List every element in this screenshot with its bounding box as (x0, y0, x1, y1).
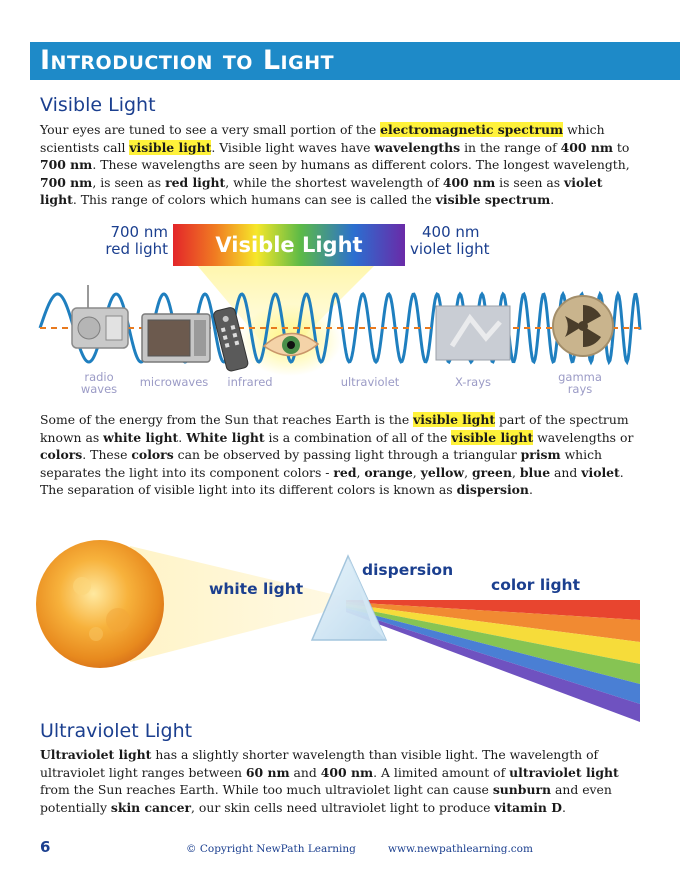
text-run: . This range of colors which humans can see is called the (72, 192, 436, 208)
text-run: , (356, 464, 365, 480)
text-run: . These wavelengths are seen by humans as different colors. The longest wavelength, (92, 157, 630, 173)
bold-term: Ultraviolet light (40, 747, 152, 762)
white-light-label: white light (209, 580, 304, 598)
text-run: in the range of (460, 139, 561, 155)
bold-term: skin cancer (110, 799, 192, 815)
bold-term: orange (364, 464, 413, 480)
text-run: , (464, 464, 472, 480)
ultraviolet-heading: Ultraviolet Light (40, 720, 193, 742)
gamma-rays-label-line2: rays (567, 382, 593, 396)
text-run: . (528, 482, 533, 498)
ultraviolet-paragraph (40, 746, 640, 816)
text-run: and (289, 764, 321, 780)
bold-term: White light (186, 429, 265, 445)
visible-light-bar-label: Visible Light (215, 233, 363, 257)
infrared-label: infrared (227, 375, 273, 389)
text-run: , (511, 464, 520, 480)
text-run: . A limited amount of (373, 764, 510, 780)
microwave-icon (142, 314, 210, 362)
text-run: . Visible light waves have (211, 139, 375, 155)
bold-term: white light (103, 429, 179, 445)
bold-term: yellow (420, 464, 465, 480)
text-run: has a slightly shorter wavelength than visible light. The wavelength of ultraviolet light ranges between (40, 747, 599, 780)
bold-term: colors (40, 447, 83, 463)
highlighted-term: visible light (451, 429, 534, 445)
text-run: can be observed by passing light through a triangular (173, 447, 521, 463)
bold-term: 60 nm (245, 764, 290, 780)
text-run: . (178, 429, 187, 445)
xrays-label: X-rays (454, 375, 492, 389)
bold-term: prism (520, 447, 561, 463)
visible-light-heading: Visible Light (40, 94, 156, 116)
bold-term: wavelengths (374, 139, 461, 155)
highlighted-term: visible light (413, 412, 496, 427)
bold-term: blue (519, 464, 551, 480)
text-run: is seen as (495, 174, 565, 190)
red-wavelength-label: 700 nm (110, 223, 168, 241)
bold-term: violet light (40, 174, 603, 208)
text-run: and (550, 464, 582, 480)
text-run: , while the shortest wavelength of (225, 174, 443, 190)
text-run: , (412, 464, 421, 480)
text-run: is a combination of all of the (264, 429, 452, 445)
radiation-icon (553, 296, 613, 356)
ultraviolet-label: ultraviolet (340, 375, 400, 389)
dispersion-label: dispersion (362, 561, 454, 579)
bold-term: 400 nm (560, 139, 613, 155)
text-run: to (612, 139, 630, 155)
title-banner (30, 42, 680, 80)
sun-image (36, 540, 164, 668)
bold-term: dispersion (456, 482, 529, 498)
radio-waves-label-line2: waves (80, 382, 118, 396)
bold-term: sunburn (492, 782, 552, 798)
bold-term: vitamin D (494, 799, 562, 815)
prism-dispersion-diagram (0, 516, 680, 726)
radio-waves-label-line1: radio (84, 370, 114, 384)
text-run: and even potentially (40, 782, 612, 815)
white-light-paragraph (40, 411, 640, 499)
website-text: www.newpathlearning.com (388, 843, 533, 855)
highlighted-term: visible light (129, 139, 212, 155)
bold-term: 700 nm (40, 174, 93, 190)
bold-term: violet (581, 464, 620, 480)
text-run: , our skin cells need ultraviolet light to produce (191, 799, 495, 815)
bold-term: ultraviolet light (509, 764, 619, 780)
page-title: Introduction to Light (40, 45, 335, 76)
text-run: wavelengths or (533, 429, 634, 445)
red-light-label: red light (105, 240, 168, 258)
dispersed-color-rays (346, 600, 640, 722)
page-number: 6 (40, 838, 51, 856)
text-run: . The separation of visible light into its different colors is known as (40, 464, 624, 498)
text-run: . (550, 192, 555, 208)
gamma-rays-label-line1: gamma (558, 370, 602, 384)
highlighted-term: electromagnetic spectrum (380, 122, 564, 137)
text-run: which separates the light into its component colors - (40, 447, 603, 480)
text-run: . These (82, 447, 132, 463)
text-run: from the Sun reaches Earth. While too much ultraviolet light can cause (40, 782, 493, 798)
visible-light-paragraph (40, 121, 640, 209)
bold-term: 400 nm (320, 764, 374, 780)
bold-term: 400 nm (442, 174, 496, 190)
text-run: , is seen as (92, 174, 166, 190)
microwaves-label: microwaves (139, 375, 209, 389)
violet-wavelength-label: 400 nm (422, 223, 480, 241)
bold-term: colors (131, 447, 174, 463)
text-run: part of the spectrum known as (40, 412, 629, 445)
text-run: Some of the energy from the Sun that reaches Earth is the (40, 412, 414, 427)
text-run: Your eyes are tuned to see a very small portion of the (40, 122, 381, 137)
copyright-text: © Copyright NewPath Learning (186, 843, 356, 855)
text-run: . (561, 799, 566, 815)
color-light-label: color light (491, 576, 581, 594)
violet-light-label: violet light (410, 240, 490, 258)
bold-term: visible spectrum (435, 192, 551, 208)
text-run: which scientists call (40, 122, 605, 155)
bold-term: green (471, 464, 512, 480)
xray-icon (436, 306, 510, 360)
bold-term: 700 nm (40, 157, 93, 173)
bold-term: red (333, 464, 357, 480)
bold-term: red light (165, 174, 226, 190)
